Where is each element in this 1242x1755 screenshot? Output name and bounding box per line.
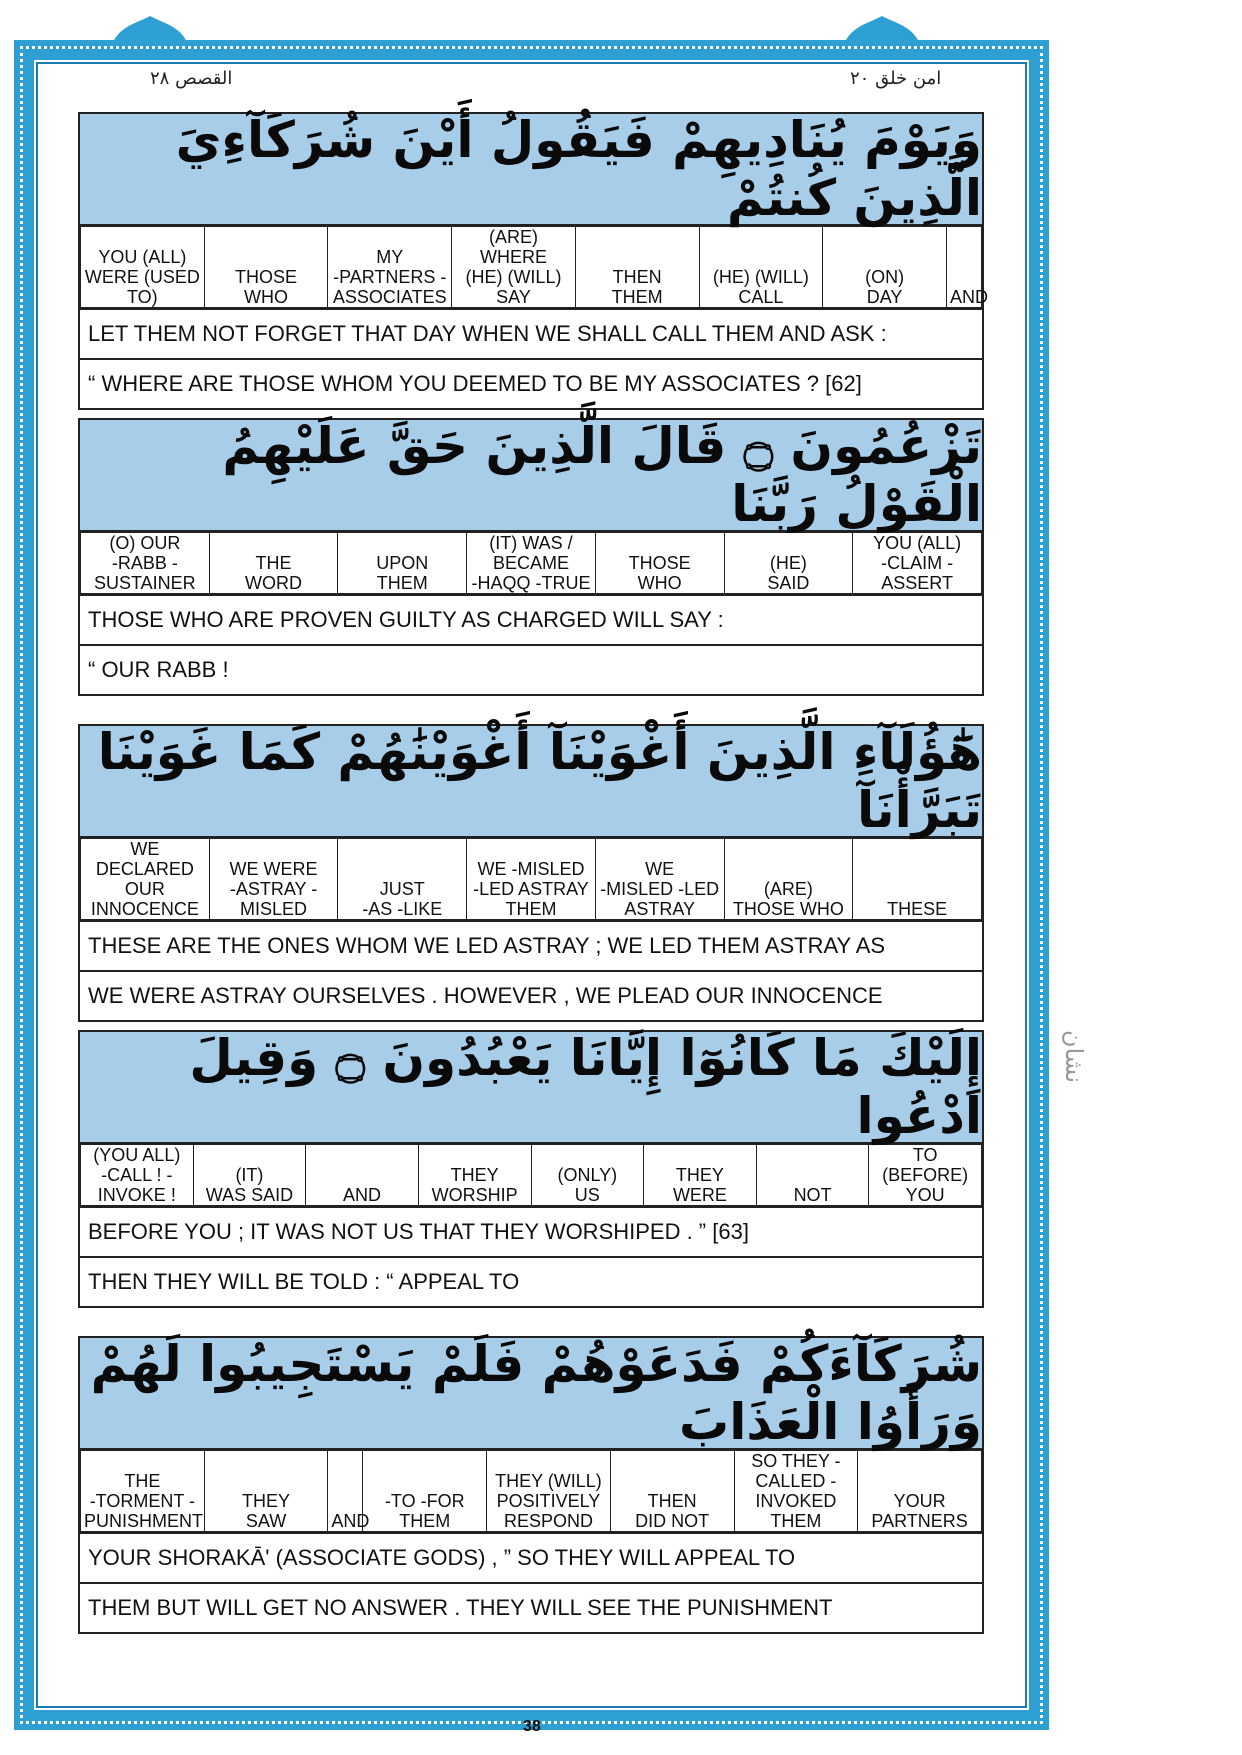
translation-line: WE WERE ASTRAY OURSELVES . HOWEVER , WE PLEAD OUR INNOCENCE: [80, 970, 982, 1020]
verse-block-62: [78, 111, 989, 410]
word-grid: [80, 838, 982, 920]
word-cell: THEY SAW: [204, 1451, 328, 1532]
word-cell: THEY (WILL) POSITIVELY RESPOND: [487, 1451, 611, 1532]
verse-block-63b: [78, 724, 984, 1022]
word-cell: THEY WERE: [644, 1145, 757, 1206]
word-cell: THOSE WHO: [204, 227, 328, 308]
para-name-label: امن خلق ٢٠: [850, 68, 942, 89]
word-cell: THESE: [853, 839, 982, 920]
word-cell: (O) OUR -RABB -SUSTAINER: [81, 533, 210, 594]
margin-note: نشان: [1060, 1030, 1088, 1084]
word-cell: AND: [328, 1451, 363, 1532]
word-cell: THE WORD: [209, 533, 338, 594]
word-cell: THEN THEM: [575, 227, 699, 308]
translation-line: YOUR SHORAKĀ' (ASSOCIATE GODS) , ” SO THEY WILL APPEAL TO: [80, 1532, 982, 1582]
word-cell: THEN DID NOT: [610, 1451, 734, 1532]
translation-line: LET THEM NOT FORGET THAT DAY WHEN WE SHALL CALL THEM AND ASK :: [80, 308, 982, 358]
translation-line: BEFORE YOU ; IT WAS NOT US THAT THEY WORSHIPED . ” [63]: [80, 1206, 982, 1256]
translation-line: THEN THEY WILL BE TOLD : “ APPEAL TO: [80, 1256, 982, 1306]
verse-block-63a: [78, 418, 984, 696]
word-cell: UPON THEM: [338, 533, 467, 594]
word-grid: [80, 1450, 982, 1532]
word-grid: [80, 226, 989, 308]
word-cell: (HE) (WILL) CALL: [699, 227, 823, 308]
word-cell: MY -PARTNERS -ASSOCIATES: [328, 227, 452, 308]
verse-block-64a: [78, 1030, 984, 1308]
surah-name-label: القصص ٢٨: [150, 68, 233, 89]
word-cell: (IT) WAS / BECAME -HAQQ -TRUE: [467, 533, 596, 594]
word-cell: THEY WORSHIP: [418, 1145, 531, 1206]
word-cell: YOU (ALL) -CLAIM -ASSERT: [853, 533, 982, 594]
word-cell: (ARE) THOSE WHO: [724, 839, 853, 920]
word-cell: THE -TORMENT -PUNISHMENT: [81, 1451, 205, 1532]
verse-block-64b: [78, 1336, 984, 1634]
translation-line: THOSE WHO ARE PROVEN GUILTY AS CHARGED WILL SAY :: [80, 594, 982, 644]
arabic-verse: شُرَكَآءَكُمْ فَدَعَوْهُمْ فَلَمْ يَسْتَجِيبُوا لَهُمْ وَرَأَوُا الْعَذَابَ: [80, 1338, 982, 1450]
word-grid: [80, 1144, 982, 1206]
arabic-verse: هَٰٓؤُلَآءِ الَّذِينَ أَغْوَيْنَآ أَغْوَيْنَٰهُمْ كَمَا غَوَيْنَا تَبَرَّأْنَآ: [80, 726, 982, 838]
word-cell: WE -MISLED -LED ASTRAY THEM: [467, 839, 596, 920]
word-cell: YOU (ALL) WERE (USED TO): [81, 227, 205, 308]
word-cell: WE -MISLED -LED ASTRAY: [595, 839, 724, 920]
word-cell: WE DECLARED OUR INNOCENCE: [81, 839, 210, 920]
word-cell: (ON) DAY: [823, 227, 947, 308]
page-number: 38: [523, 1718, 541, 1735]
word-cell: AND: [947, 227, 982, 308]
translation-line: “ WHERE ARE THOSE WHOM YOU DEEMED TO BE MY ASSOCIATES ? [62]: [80, 358, 982, 408]
word-cell: NOT: [756, 1145, 869, 1206]
word-cell: (ARE) WHERE (HE) (WILL) SAY: [452, 227, 576, 308]
arabic-verse: وَيَوْمَ يُنَادِيهِمْ فَيَقُولُ أَيْنَ شُرَكَآءِيَ الَّذِينَ كُنتُمْ: [80, 114, 982, 226]
translation-line: THESE ARE THE ONES WHOM WE LED ASTRAY ; WE LED THEM ASTRAY AS: [80, 920, 982, 970]
word-cell: -TO -FOR THEM: [363, 1451, 487, 1532]
word-grid: [80, 532, 982, 594]
arabic-verse: إِلَيْكَ مَا كَانُوٓا إِيَّانَا يَعْبُدُونَ ۝ وَقِيلَ ادْعُوا: [80, 1032, 982, 1144]
word-cell: (HE) SAID: [724, 533, 853, 594]
word-cell: JUST -AS -LIKE: [338, 839, 467, 920]
word-cell: THOSE WHO: [595, 533, 724, 594]
word-cell: (YOU ALL) -CALL ! -INVOKE !: [81, 1145, 194, 1206]
ornament-icon: [110, 14, 190, 54]
word-cell: YOUR PARTNERS: [858, 1451, 982, 1532]
ornament-icon: [842, 14, 922, 54]
arabic-verse: تَزْعُمُونَ ۝ قَالَ الَّذِينَ حَقَّ عَلَيْهِمُ الْقَوْلُ رَبَّنَا: [80, 420, 982, 532]
word-cell: (IT) WAS SAID: [193, 1145, 306, 1206]
translation-line: THEM BUT WILL GET NO ANSWER . THEY WILL SEE THE PUNISHMENT: [80, 1582, 982, 1632]
word-cell: (ONLY) US: [531, 1145, 644, 1206]
word-cell: TO (BEFORE) YOU: [869, 1145, 982, 1206]
translation-line: “ OUR RABB !: [80, 644, 982, 694]
word-cell: AND: [306, 1145, 419, 1206]
word-cell: SO THEY -CALLED -INVOKED THEM: [734, 1451, 858, 1532]
word-cell: WE WERE -ASTRAY -MISLED: [209, 839, 338, 920]
